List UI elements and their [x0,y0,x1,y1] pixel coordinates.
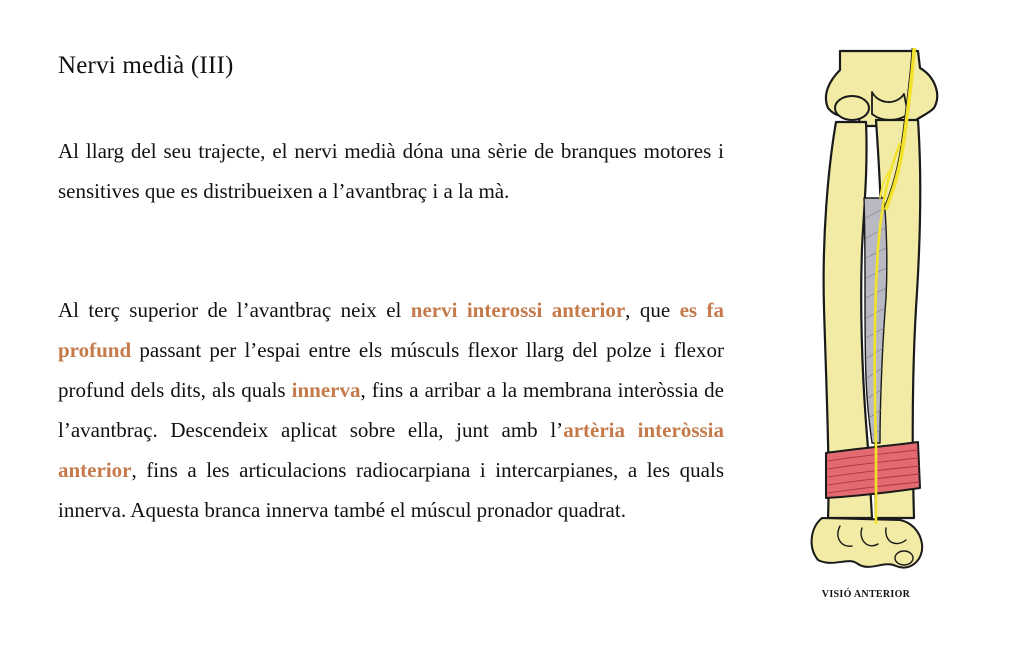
radius-head [835,96,869,120]
highlight-innerva: innerva [291,378,361,402]
text-segment: Al terç superior de l’avantbraç neix el [58,298,411,322]
intro-paragraph: Al llarg del seu trajecte, el nervi medià dóna una sèrie de branques motores i sensitives que es distribueixen a l’avantbraç i a la mà. [58,139,724,203]
highlight-nervi-interossi-anterior: nervi interossi anterior [410,298,626,322]
text-segment: , que [625,298,680,322]
forearm-anterior-illustration [800,48,950,573]
figure-caption: VISIÓ ANTERIOR [821,589,911,600]
carpal-bones [812,518,923,568]
page-title: Nervi medià (III) [58,52,234,79]
highlight-es-fa-profund: es fa profund [58,298,724,362]
text-segment: , fins a arribar a la membrana interòssia de l’avantbraç. Descendeix aplicat sobre ella, junt amb l’ [58,378,724,442]
pronator-quadratus-muscle [826,442,920,498]
text-segment: , fins a les articulacions radiocarpiana i intercarpianes, a les quals innerva. Aquesta branca innerva també el múscul pronador quadrat. [58,458,724,522]
highlight-arteria-interossia-anterior: artèria interòssia anterior [58,418,725,482]
text-segment: passant per l’espai entre els músculs flexor llarg del polze i flexor profund dels dits, als quals [58,338,724,402]
detail-paragraph [58,290,724,530]
